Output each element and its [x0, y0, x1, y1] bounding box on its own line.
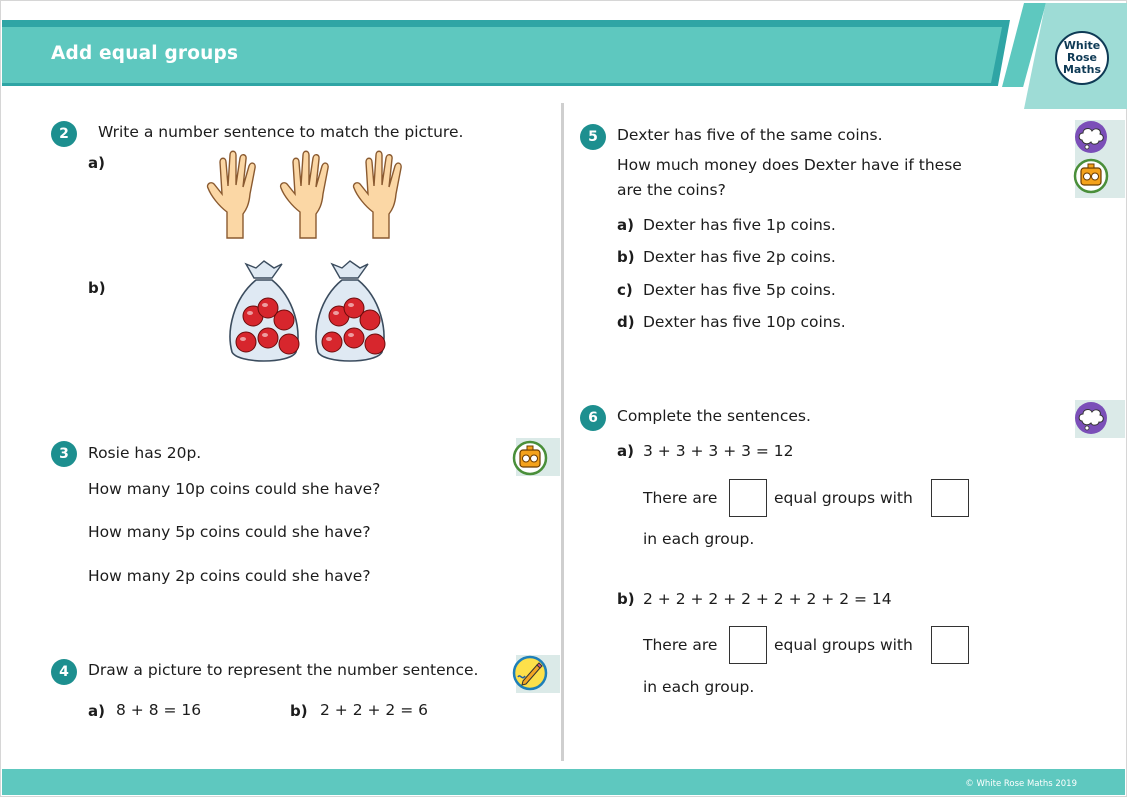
cube-icon: [512, 440, 548, 476]
question-2-badge: 2: [51, 121, 77, 147]
question-3-line-3: How many 2p coins could she have?: [88, 567, 371, 585]
page-title: Add equal groups: [51, 43, 239, 64]
question-4-b-equation: 2 + 2 + 2 = 6: [320, 701, 428, 719]
question-5-badge: 5: [580, 124, 606, 150]
question-6-b-label: b): [617, 590, 635, 608]
hand-icon: [281, 151, 329, 238]
hand-icon: [208, 151, 256, 238]
question-6-a-equation: 3 + 3 + 3 + 3 = 12: [643, 442, 794, 460]
question-6-a-in-each-group: in each group.: [643, 530, 755, 548]
question-3-line-1: How many 10p coins could she have?: [88, 480, 381, 498]
question-6-b-equation: 2 + 2 + 2 + 2 + 2 + 2 + 2 = 14: [643, 590, 892, 608]
apple-bags-picture: [222, 258, 397, 370]
question-3-line-2: How many 5p coins could she have?: [88, 523, 371, 541]
column-divider: [561, 103, 564, 761]
question-5-line-3: are the coins?: [617, 181, 726, 199]
question-4-badge: 4: [51, 659, 77, 685]
question-6-a-equal-groups-with: equal groups with: [774, 489, 913, 507]
question-4-prompt: Draw a picture to represent the number sentence.: [88, 661, 479, 679]
question-5-d-text: Dexter has five 10p coins.: [643, 313, 846, 331]
logo-line-2: Rose: [1066, 51, 1098, 64]
answer-box-6a-groups[interactable]: [729, 479, 767, 517]
question-3-intro: Rosie has 20p.: [88, 444, 202, 462]
three-hands-picture: [200, 150, 420, 242]
apple-bag-icon: [230, 261, 299, 361]
question-4-a-label: a): [88, 702, 105, 720]
logo-line-3: Maths: [1062, 63, 1101, 76]
question-5-d-label: d): [617, 313, 635, 331]
answer-box-6b-groups[interactable]: [729, 626, 767, 664]
question-6-b-equal-groups-with: equal groups with: [774, 636, 913, 654]
question-5-line-2: How much money does Dexter have if these: [617, 156, 962, 174]
question-4-a-equation: 8 + 8 = 16: [116, 701, 202, 719]
answer-box-6a-each[interactable]: [931, 479, 969, 517]
question-6-a-label: a): [617, 442, 634, 460]
question-5-a-text: Dexter has five 1p coins.: [643, 216, 836, 234]
logo-line-1: White: [1063, 39, 1101, 52]
pencil-icon: [512, 655, 548, 691]
question-5-c-label: c): [617, 281, 633, 299]
question-4-b-label: b): [290, 702, 308, 720]
question-2-prompt: Write a number sentence to match the picture.: [98, 123, 464, 141]
white-rose-logo: [1055, 31, 1109, 85]
question-5-b-label: b): [617, 248, 635, 266]
question-6-b-there-are: There are: [643, 636, 718, 654]
question-2-part-a-label: a): [88, 154, 105, 172]
question-6-prompt: Complete the sentences.: [617, 407, 811, 425]
copyright: © White Rose Maths 2019: [965, 779, 1077, 789]
question-5-b-text: Dexter has five 2p coins.: [643, 248, 836, 266]
cube-icon: [1073, 158, 1109, 194]
apple-bag-icon: [316, 261, 385, 361]
question-6-b-in-each-group: in each group.: [643, 678, 755, 696]
question-5-line-1: Dexter has five of the same coins.: [617, 126, 883, 144]
thought-cloud-icon: [1073, 119, 1109, 155]
question-5-c-text: Dexter has five 5p coins.: [643, 281, 836, 299]
question-6-badge: 6: [580, 405, 606, 431]
hand-icon: [354, 151, 402, 238]
question-3-badge: 3: [51, 441, 77, 467]
question-5-a-label: a): [617, 216, 634, 234]
thought-cloud-icon: [1073, 400, 1109, 436]
footer-band: [2, 769, 1125, 795]
question-6-a-there-are: There are: [643, 489, 718, 507]
answer-box-6b-each[interactable]: [931, 626, 969, 664]
question-2-part-b-label: b): [88, 279, 106, 297]
